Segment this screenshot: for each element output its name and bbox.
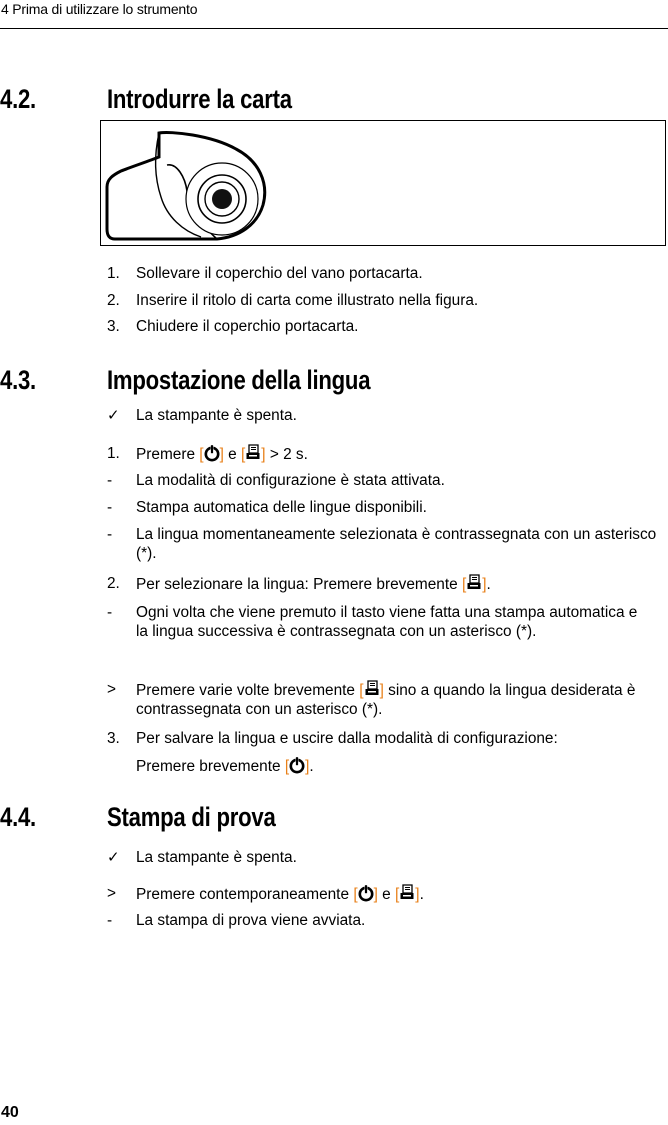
paper-feed-icon <box>399 884 415 902</box>
paper-loading-figure <box>100 120 666 246</box>
power-icon <box>289 756 305 774</box>
paper-feed-key: [ ] <box>461 576 487 593</box>
power-icon <box>204 444 220 462</box>
step-marker: 1. <box>107 265 120 282</box>
page-number: 40 <box>1 1104 19 1121</box>
result-text: Ogni volta che viene premuto il tasto viene fatta una stampa automatica e la lingua successiva è contrassegnata con un asterisco (*). <box>136 604 638 640</box>
printer-paper-roll-illustration <box>101 121 667 247</box>
action-text: Premere varie volte brevemente [ ] sino a quando la lingua desiderata è contrassegnata con un asterisco (*). <box>136 682 636 718</box>
paper-feed-key: [ ] <box>240 446 266 463</box>
step-text: Sollevare il coperchio del vano portacarta. <box>136 265 423 282</box>
action-marker: > <box>107 885 116 902</box>
action-marker: > <box>107 681 116 698</box>
running-header-title: 4 Prima di utilizzare lo strumento <box>1 1 198 17</box>
checkmark-icon: ✓ <box>107 849 120 866</box>
step-marker: 2. <box>107 292 120 309</box>
result-marker: - <box>107 912 113 929</box>
step-marker: 3. <box>107 318 120 335</box>
paper-feed-icon <box>466 574 482 592</box>
power-key: [ ] <box>284 758 310 775</box>
running-header <box>0 0 668 29</box>
section-number: 4.2. <box>0 84 36 114</box>
step-text: Inserire il ritolo di carta come illustrato nella figura. <box>136 292 479 309</box>
result-marker: - <box>107 472 113 489</box>
result-text: La stampa di prova viene avviata. <box>136 912 366 929</box>
result-marker: - <box>107 526 113 543</box>
section-title: Stampa di prova <box>107 802 276 832</box>
paper-feed-icon <box>245 444 261 462</box>
precondition-text: La stampante è spenta. <box>136 407 297 424</box>
precondition-text: La stampante è spenta. <box>136 849 297 866</box>
section-number: 4.3. <box>0 365 36 395</box>
section-title: Introdurre la carta <box>107 84 292 114</box>
result-text: La modalità di configurazione è stata attivata. <box>136 472 445 489</box>
step-marker: 2. <box>107 575 120 592</box>
power-key: [ ] <box>199 446 224 463</box>
step-marker: 1. <box>107 445 120 462</box>
power-icon <box>358 884 374 902</box>
result-marker: - <box>107 604 113 621</box>
result-text: La lingua momentaneamente selezionata è contrassegnata con un asterisco (*). <box>136 526 657 562</box>
step-text: Chiudere il coperchio portacarta. <box>136 318 359 335</box>
section-number: 4.4. <box>0 802 36 832</box>
power-key: [ ] <box>353 886 378 903</box>
paper-feed-key: [ ] <box>359 682 384 699</box>
paper-feed-icon <box>364 680 380 698</box>
section-title: Impostazione della lingua <box>107 365 371 395</box>
step-text: Premere [ ] e [ ] > 2 s. <box>136 446 308 463</box>
step-marker: 3. <box>107 730 120 747</box>
step-text: Per salvare la lingua e uscire dalla modalità di configurazione: <box>136 730 558 747</box>
result-text: Stampa automatica delle lingue disponibili. <box>136 499 427 516</box>
result-marker: - <box>107 499 113 516</box>
action-text: Premere contemporaneamente [ ] e [ ]. <box>136 886 424 903</box>
checkmark-icon: ✓ <box>107 407 120 424</box>
step-text: Per selezionare la lingua: Premere brevemente [ ]. <box>136 576 491 593</box>
step-text: Premere brevemente [ ]. <box>136 758 314 775</box>
paper-feed-key: [ ] <box>395 886 420 903</box>
